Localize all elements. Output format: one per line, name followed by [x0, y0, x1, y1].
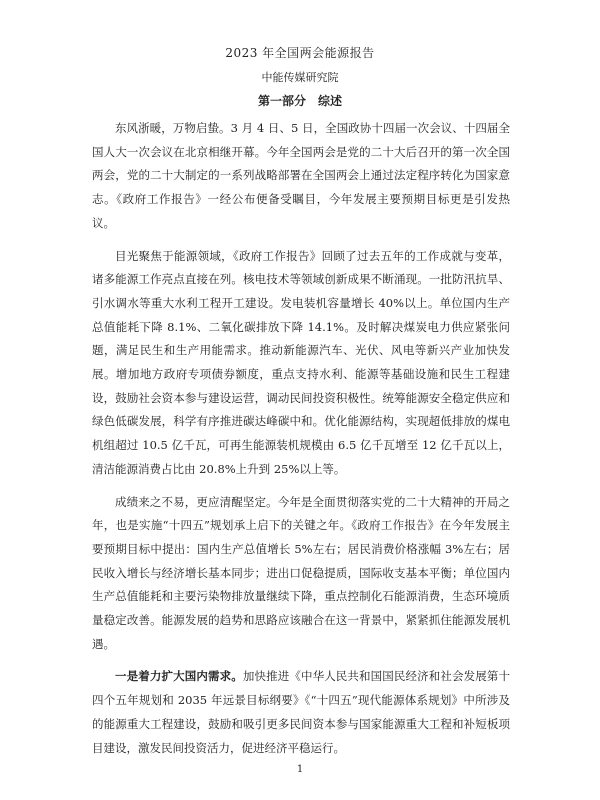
document-body — [92, 117, 510, 760]
paragraph-targets: 成绩来之不易，更应清醒坚定。今年是全面贯彻落实党的二十大精神的开局之年，也是实施“十四五”规划承上启下的关键之年。《政府工作报告》在今年发展主要预期目标中提出：国内生产总值增长 5%左右；居民消费价格涨幅 3%左右；居民收入增长与经济增长基本同步；进出口促稳提质，国际收支基本平衡；单位国内生产总值能耗和主要污染物排放量继续下降，重点控制化石能源消费，生态环境质量稳定改善。能源发展的趋势和思路应该融合在这一背景中，紧紧抓住能源发展机遇。 — [92, 494, 510, 651]
document-title: 2023 年全国两会能源报告 — [225, 46, 375, 60]
paragraph-domestic-demand — [92, 665, 510, 760]
paragraph-energy-focus: 目光聚焦于能源领域，《政府工作报告》回顾了过去五年的工作成就与变革，诸多能源工作亮点直接在列。核电技术等领域创新成果不断涌现。一批防汛抗旱、引水调水等重大水利工程开工建设。发电装机容量增长 40%以上。单位国内生产总值能耗下降 8.1%、二氧化碳排放下降 14.1%。及时解决煤炭电力供应紧张问题，满足民生和生产用能需求。推动新能源汽车、光伏、风电等新兴产业加快发展。增加地方政府专项债券额度，重点支持水利、能源等基础设施和民生工程建设，鼓励社会资本参与建设运营，调动民间投资积极性。统筹能源安全稳定供应和绿色低碳发展，科学有序推进碳达峰碳中和。优化能源结构，实现超低排放的煤电机组超过 10.5 亿千瓦，可再生能源装机规模由 6.5 亿千瓦增至 12 亿千瓦以上，清洁能源消费占比由 20.8%上升到 25%以上等。 — [92, 248, 510, 476]
document-organization: 中能传媒研究院 — [261, 71, 339, 84]
section-heading: 第一部分 综述 — [257, 94, 342, 108]
paragraph-domestic-demand-text: 加快推进《中华人民共和国国民经济和社会发展第十四个五年规划和 2035 年远景目标纲要》《“十四五”现代能源体系规划》中所涉及的能源重大工程建设，鼓励和吸引更多民间资本参与国家能源重大工程和补短板项目建设，激发民间投资活力，促进经济平稳运行。 — [92, 669, 511, 755]
page-number: 1 — [296, 764, 304, 775]
paragraph-lead-heading: 一是着力扩大国内需求。 — [115, 669, 243, 684]
paragraph-intro: 东风浙暖，万物启蛰。3 月 4 日、5 日，全国政协十四届一次会议、十四届全国人大一次会议在北京相继开幕。今年全国两会是党的二十大后召开的第一次全国两会，党的二十大制定的一系列战略部署在全国两会上通过法定程序转化为国家意志。《政府工作报告》一经公布便备受瞩目，今年发展主要预期目标更是引发热议。 — [92, 121, 510, 230]
